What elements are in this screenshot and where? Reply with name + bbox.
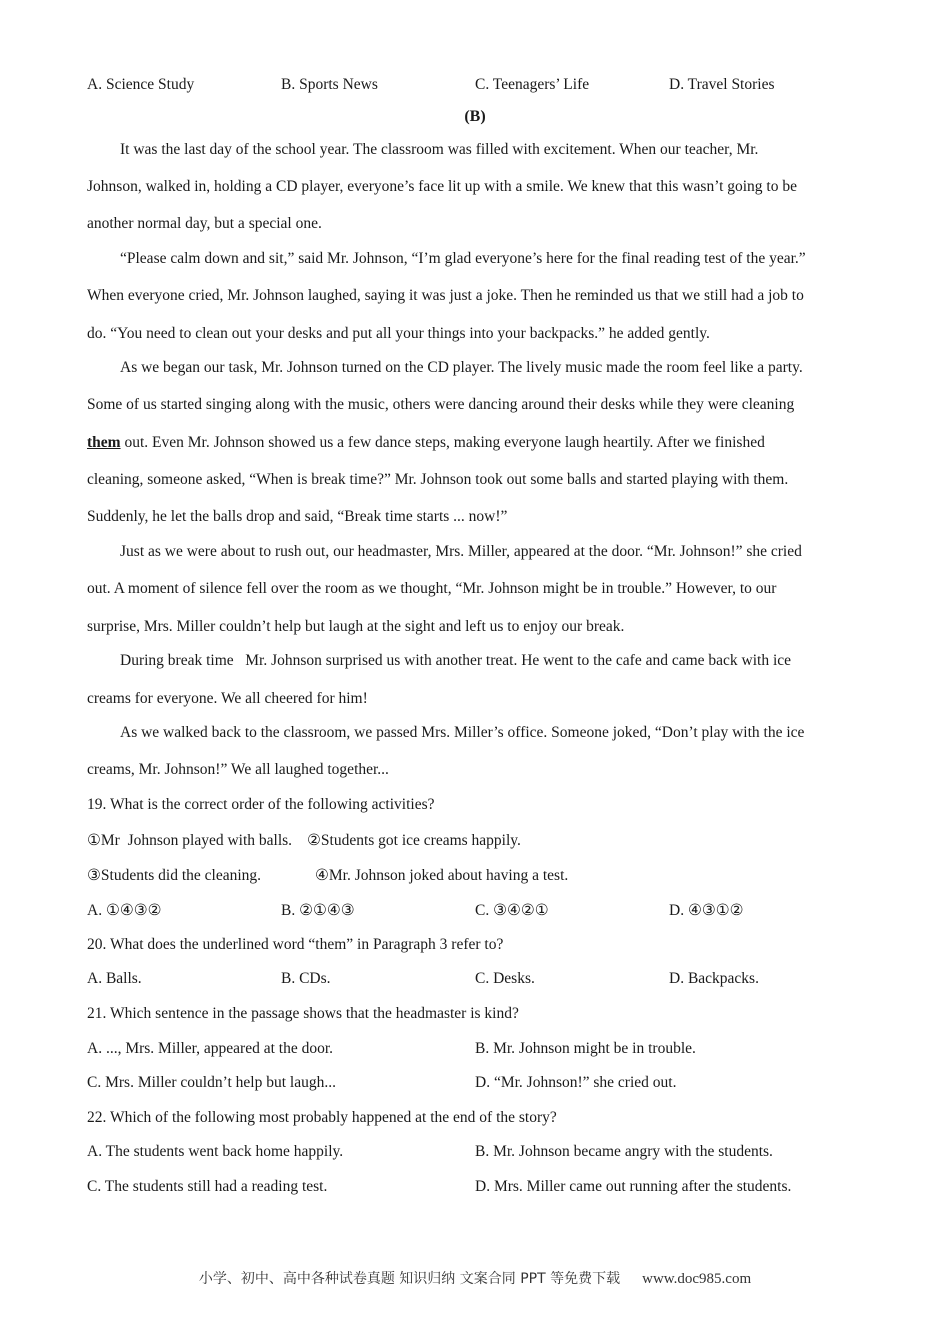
question-21-options-row2 bbox=[87, 1074, 867, 1096]
q19-item-2: ②Students got ice creams happily. bbox=[307, 832, 521, 849]
q20-option-b: B. CDs. bbox=[281, 970, 331, 987]
q21-option-b: B. Mr. Johnson might be in trouble. bbox=[475, 1040, 696, 1057]
q20-option-d: D. Backpacks. bbox=[669, 970, 759, 987]
passage-line: Johnson, walked in, holding a CD player, everyone’s face lit up with a smile. We knew that this wasn’t going to be bbox=[87, 178, 797, 195]
passage-line: During break time Mr. Johnson surprised us with another treat. He went to the cafe and came back with ice bbox=[120, 652, 792, 669]
passage-line: As we walked back to the classroom, we passed Mrs. Miller’s office. Someone joked, “Don’t play with the ice bbox=[120, 724, 805, 741]
q19-item-1: ①Mr Johnson played with balls. bbox=[87, 832, 293, 849]
q19-option-d: D. ④③①② bbox=[669, 902, 744, 919]
question-22-options-row2 bbox=[87, 1178, 867, 1200]
passage-line: Suddenly, he let the balls drop and said, “Break time starts ... now!” bbox=[87, 508, 508, 525]
passage-line bbox=[87, 434, 867, 452]
option-c: C. Teenagers’ Life bbox=[475, 76, 590, 93]
q19-option-c: C. ③④②① bbox=[475, 902, 549, 919]
q20-option-a: A. Balls. bbox=[87, 970, 142, 987]
q22-option-a: A. The students went back home happily. bbox=[87, 1143, 344, 1160]
question-19-options bbox=[87, 901, 867, 923]
q22-option-b: B. Mr. Johnson became angry with the students. bbox=[475, 1143, 773, 1160]
q22-option-c: C. The students still had a reading test. bbox=[87, 1178, 328, 1195]
option-d: D. Travel Stories bbox=[669, 76, 775, 93]
q21-option-d: D. “Mr. Johnson!” she cried out. bbox=[475, 1074, 677, 1091]
q22-option-d: D. Mrs. Miller came out running after the students. bbox=[475, 1178, 792, 1195]
question-19-stem: 19. What is the correct order of the following activities? bbox=[87, 796, 435, 813]
q19-item-4: ④Mr. Johnson joked about having a test. bbox=[315, 867, 569, 884]
prev-question-options bbox=[87, 76, 867, 98]
option-b: B. Sports News bbox=[281, 76, 378, 93]
passage-line: As we began our task, Mr. Johnson turned on the CD player. The lively music made the room feel like a party. bbox=[120, 359, 803, 376]
question-20-options bbox=[87, 970, 867, 992]
page-footer bbox=[0, 1268, 950, 1288]
footer-text: 小学、初中、高中各种试卷真题 知识归纳 文案合同 PPT 等免费下载 bbox=[198, 1271, 621, 1287]
passage-line: creams, Mr. Johnson!” We all laughed together... bbox=[87, 761, 389, 778]
passage-line: When everyone cried, Mr. Johnson laughed, saying it was just a joke. Then he reminded us that we still had a job to bbox=[87, 287, 804, 304]
q21-option-a: A. ..., Mrs. Miller, appeared at the door. bbox=[87, 1040, 334, 1057]
q19-option-a: A. ①④③② bbox=[87, 902, 162, 919]
question-21-options-row1 bbox=[87, 1040, 867, 1062]
question-21-stem: 21. Which sentence in the passage shows that the headmaster is kind? bbox=[87, 1005, 519, 1022]
q21-option-c: C. Mrs. Miller couldn’t help but laugh... bbox=[87, 1074, 336, 1091]
q19-item-3: ③Students did the cleaning. bbox=[87, 867, 262, 884]
option-a: A. Science Study bbox=[87, 76, 195, 93]
q20-option-c: C. Desks. bbox=[475, 970, 535, 987]
passage-line: surprise, Mrs. Miller couldn’t help but laugh at the sight and left us to enjoy our break. bbox=[87, 618, 625, 635]
section-title: (B) bbox=[464, 108, 486, 125]
passage-line: creams for everyone. We all cheered for him! bbox=[87, 690, 368, 707]
passage-line: do. “You need to clean out your desks and put all your things into your backpacks.” he added gently. bbox=[87, 325, 710, 342]
question-20-stem: 20. What does the underlined word “them” in Paragraph 3 refer to? bbox=[87, 936, 504, 953]
passage-line: cleaning, someone asked, “When is break time?” Mr. Johnson took out some balls and started playing with them. bbox=[87, 471, 789, 488]
passage-line: Just as we were about to rush out, our headmaster, Mrs. Miller, appeared at the door. “Mr. Johnson!” she cried bbox=[120, 543, 802, 560]
question-22-options-row1 bbox=[87, 1143, 867, 1165]
q19-option-b: B. ②①④③ bbox=[281, 902, 355, 919]
passage-line: Some of us started singing along with the music, others were dancing around their desks while they were cleaning bbox=[87, 396, 795, 413]
passage-text: out. Even Mr. Johnson showed us a few dance steps, making everyone laugh heartily. After we finished bbox=[120, 434, 765, 451]
passage-line: It was the last day of the school year. The classroom was filled with excitement. When our teacher, Mr. bbox=[120, 141, 759, 158]
passage-line: out. A moment of silence fell over the room as we thought, “Mr. Johnson might be in trouble.” However, to our bbox=[87, 580, 777, 597]
question-22-stem: 22. Which of the following most probably happened at the end of the story? bbox=[87, 1109, 557, 1126]
question-19-items-row1 bbox=[87, 831, 867, 853]
underlined-word: them bbox=[87, 434, 121, 451]
passage-line: “Please calm down and sit,” said Mr. Johnson, “I’m glad everyone’s here for the final reading test of the year.” bbox=[120, 250, 806, 267]
question-19-items-row2 bbox=[87, 866, 867, 888]
passage-line: another normal day, but a special one. bbox=[87, 215, 322, 232]
footer-site-link[interactable]: www.doc985.com bbox=[642, 1271, 752, 1287]
